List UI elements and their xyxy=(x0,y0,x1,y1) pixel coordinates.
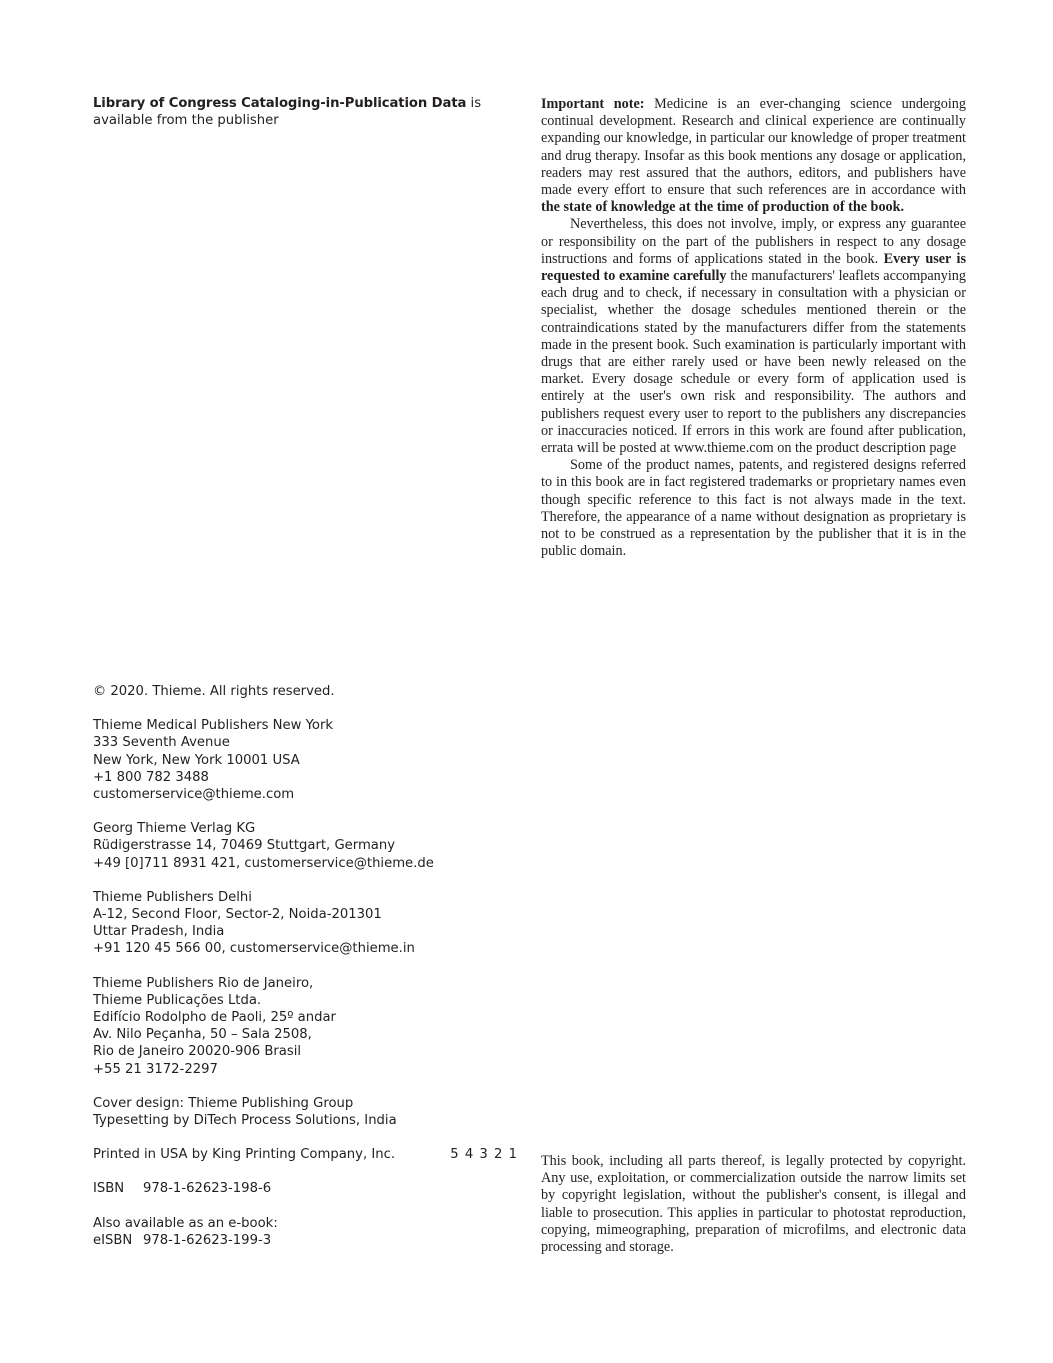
important-note-emphasis-2: Every user is requested to examine carefully xyxy=(541,250,966,285)
important-note-paragraph-1 xyxy=(541,96,966,216)
typesetting-credit: Typesetting by DiTech Process Solutions, India xyxy=(93,1113,397,1129)
isbn-label: ISBN xyxy=(93,1181,125,1197)
address-rio xyxy=(93,975,518,1078)
address-line: Thieme Publishers Delhi xyxy=(93,889,252,905)
cip-note xyxy=(93,95,518,129)
address-line: A-12, Second Floor, Sector-2, Noida-201301 xyxy=(93,907,382,923)
address-phone: +55 21 3172-2297 xyxy=(93,1061,218,1077)
important-note-emphasis-1: the state of knowledge at the time of production of the book. xyxy=(541,199,905,216)
address-stuttgart xyxy=(93,820,518,872)
address-line: Av. Nilo Peçanha, 50 – Sala 2508, xyxy=(93,1027,312,1043)
address-phone-email: +91 120 45 566 00, customerservice@thieme.in xyxy=(93,941,415,957)
address-phone: +1 800 782 3488 xyxy=(93,769,209,785)
imprint-block xyxy=(93,683,518,1249)
address-line: Uttar Pradesh, India xyxy=(93,924,225,940)
important-note-paragraph-2 xyxy=(541,216,966,457)
address-line: Edifício Rodolpho de Paoli, 25º andar xyxy=(93,1010,336,1026)
address-line: Georg Thieme Verlag KG xyxy=(93,821,256,837)
important-note-label: Important note: xyxy=(541,96,645,112)
print-run-code: 5 4 3 2 1 xyxy=(450,1147,518,1163)
important-note-paragraph-3: Some of the product names, patents, and registered designs referred to in this book are in fact registered trademarks or proprietary names even though specific reference to this fact is not always made in the text. Therefore, the appearance of a name without designation as proprietary is not to be construed as a representation by the publisher that it is in the public domain. xyxy=(541,457,966,560)
address-new-york xyxy=(93,717,518,803)
address-delhi xyxy=(93,889,518,958)
important-note-text-1: Medicine is an ever-changing science undergoing continual development. Research and clinical experience are continually expanding our knowledge, in particular our knowledge of proper treatment and drug therapy. Insofar as this book mentions any dosage or application, readers may rest assured that the authors, editors, and publishers have made every effort to ensure that such references are in accordance with xyxy=(541,96,966,199)
legal-notice-text: This book, including all parts thereof, is legally protected by copyright. Any use, exploitation, or commercialization outside the narrow limits set by copyright legislation, without the publisher's consent, is illegal and liable to prosecution. This applies in particular to photostat reproduction, copying, mimeographing, preparation of microfilms, and electronic data processing and storage. xyxy=(541,1153,966,1256)
copyright-line: © 2020. Thieme. All rights reserved. xyxy=(93,684,335,699)
important-note-text-2b: the manufacturers' leaflets accompanying each drug and to check, if necessary in consultation with a physician or specialist, whether the dosage schedules mentioned therein or the contraindications stated by the manufacturers differ from the statements made in the present book. Such examination is particularly important with drugs that are either rarely used or have been newly released on the market. Every dosage schedule or every form of application used is entirely at the user's own risk and responsibility. The authors and publishers request every user to report to the publishers any discrepancies or inaccuracies noticed. If errors in this work are found after publication, errata will be posted at www.thieme.com on the product description page xyxy=(541,268,966,457)
ebook-heading: Also available as an e-book: xyxy=(93,1215,278,1231)
important-note xyxy=(541,96,966,560)
eisbn-value: 978-1-62623-199-3 xyxy=(143,1232,272,1248)
address-line: Rio de Janeiro 20020-906 Brasil xyxy=(93,1044,302,1060)
legal-notice xyxy=(541,1153,966,1256)
address-phone-email: +49 [0]711 8931 421, customerservice@thieme.de xyxy=(93,855,434,871)
address-line: Thieme Publishers Rio de Janeiro, xyxy=(93,975,314,991)
important-note-text-2a: Nevertheless, this does not involve, imply, or express any guarantee or responsibility on the part of the publishers in respect to any dosage instructions and forms of applications stated in the book. xyxy=(541,216,966,267)
cip-title: Library of Congress Cataloging-in-Publication Data xyxy=(93,96,467,111)
production-credits xyxy=(93,1095,518,1129)
cip-availability: is available from the publisher xyxy=(93,96,482,129)
isbn-line xyxy=(93,1180,518,1197)
address-line: Thieme Medical Publishers New York xyxy=(93,718,334,734)
address-line: New York, New York 10001 USA xyxy=(93,752,300,768)
address-email: customerservice@thieme.com xyxy=(93,787,295,803)
ebook-block xyxy=(93,1215,518,1249)
printer-info: Printed in USA by King Printing Company, Inc. xyxy=(93,1147,396,1163)
eisbn-label: eISBN xyxy=(93,1232,133,1248)
address-line: Rüdigerstrasse 14, 70469 Stuttgart, Germany xyxy=(93,838,396,854)
isbn-value: 978-1-62623-198-6 xyxy=(143,1181,272,1197)
address-line: 333 Seventh Avenue xyxy=(93,735,230,751)
cover-design-credit: Cover design: Thieme Publishing Group xyxy=(93,1095,354,1111)
address-line: Thieme Publicações Ltda. xyxy=(93,992,262,1008)
printed-line xyxy=(93,1146,518,1163)
